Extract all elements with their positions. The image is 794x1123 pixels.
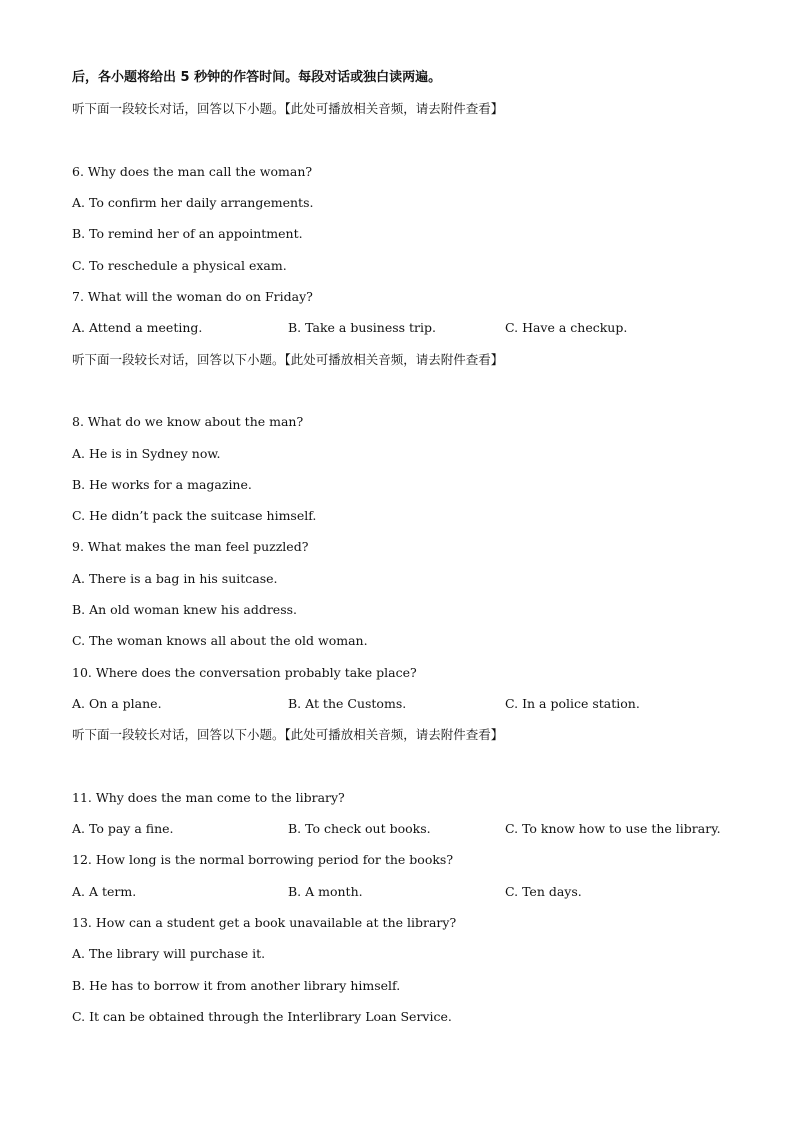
q11-option-b: B. To check out books. [288, 821, 431, 837]
q13-option-a: A. The library will purchase it. [72, 946, 266, 962]
question-10: 10. Where does the conversation probably take place? [72, 664, 417, 680]
q12-options [72, 876, 732, 907]
q12-option-c: C. Ten days. [505, 883, 582, 899]
q13-option-c: C. It can be obtained through the Interlibrary Loan Service. [72, 1008, 452, 1024]
q6-option-a: A. To confirm her daily arrangements. [72, 195, 314, 211]
q7-option-c: C. Have a checkup. [505, 320, 628, 336]
q8-option-a: A. He is in Sydney now. [72, 445, 221, 461]
q7-options [72, 312, 732, 343]
q10-option-b: B. At the Customs. [288, 695, 407, 711]
section-instruction: 听下面一段较长对话，回答以下小题。【此处可播放相关音频，请去附件查看】 [72, 727, 504, 743]
q6-option-c: C. To reschedule a physical exam. [72, 257, 287, 273]
q7-option-a: A. Attend a meeting. [72, 320, 203, 336]
section-instruction: 听下面一段较长对话，回答以下小题。【此处可播放相关音频，请去附件查看】 [72, 101, 504, 117]
question-12: 12. How long is the normal borrowing period for the books? [72, 852, 454, 868]
question-9: 9. What makes the man feel puzzled? [72, 539, 309, 555]
document-page [72, 62, 732, 1032]
q7-option-b: B. Take a business trip. [288, 320, 437, 336]
q9-option-c: C. The woman knows all about the old woman. [72, 633, 368, 649]
q12-option-b: B. A month. [288, 883, 363, 899]
q11-options [72, 813, 732, 844]
q9-option-b: B. An old woman knew his address. [72, 602, 297, 618]
q11-option-a: A. To pay a fine. [72, 821, 174, 837]
question-6: 6. Why does the man call the woman? [72, 163, 313, 179]
question-7: 7. What will the woman do on Friday? [72, 289, 313, 305]
q10-option-c: C. In a police station. [505, 695, 640, 711]
q10-option-a: A. On a plane. [72, 695, 162, 711]
q9-option-a: A. There is a bag in his suitcase. [72, 570, 278, 586]
q8-option-c: C. He didn’t pack the suitcase himself. [72, 508, 317, 524]
section-instruction: 听下面一段较长对话，回答以下小题。【此处可播放相关音频，请去附件查看】 [72, 351, 504, 367]
question-8: 8. What do we know about the man? [72, 414, 304, 430]
q6-option-b: B. To remind her of an appointment. [72, 226, 303, 242]
q8-option-b: B. He works for a magazine. [72, 476, 252, 492]
q12-option-a: A. A term. [72, 883, 137, 899]
q11-option-c: C. To know how to use the library. [505, 821, 721, 837]
q10-options [72, 688, 732, 719]
question-11: 11. Why does the man come to the library? [72, 789, 345, 805]
q13-option-b: B. He has to borrow it from another library himself. [72, 977, 401, 993]
intro-text: 后，各小题将给出 5 秒钟的作答时间。每段对话或独白读两遍。 [72, 70, 442, 85]
question-13: 13. How can a student get a book unavailable at the library? [72, 915, 457, 931]
